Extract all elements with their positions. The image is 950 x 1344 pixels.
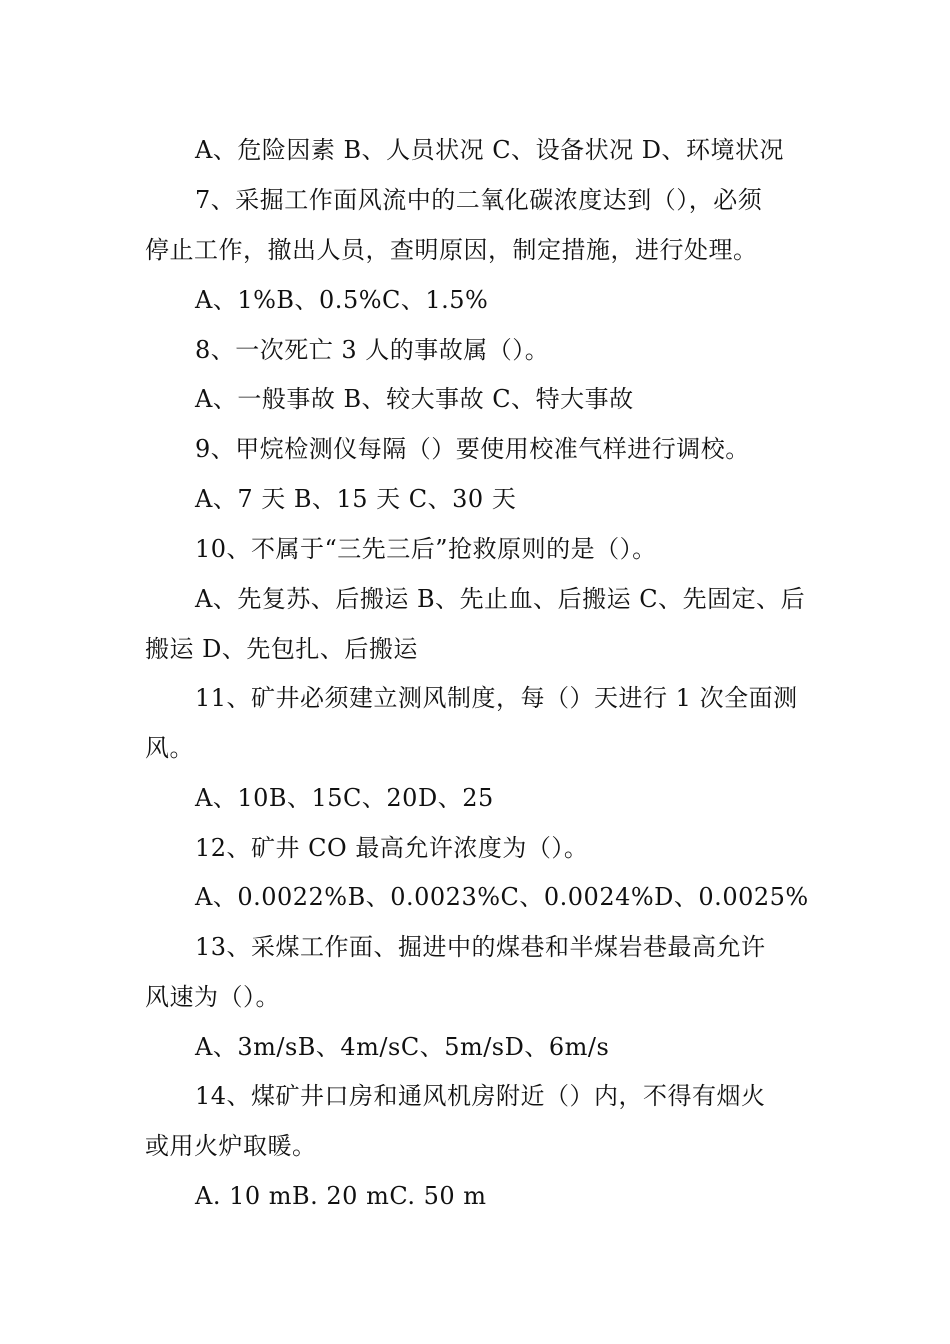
- q7-question-cont: 停止工作，撤出人员，查明原因，制定措施，进行处理。: [145, 236, 758, 264]
- q10-options: A、先复苏、后搬运 B、先止血、后搬运 C、先固定、后: [195, 585, 806, 613]
- q13-question: 13、采煤工作面、掘进中的煤巷和半煤岩巷最高允许: [195, 933, 766, 961]
- q9-question: 9、甲烷检测仪每隔（）要使用校准气样进行调校。: [195, 435, 750, 463]
- q11-question-cont: 风。: [145, 734, 194, 762]
- q10-question: 10、不属于“三先三后”抢救原则的是（）。: [195, 535, 657, 563]
- q11-question: 11、矿井必须建立测风制度，每（）天进行 1 次全面测: [195, 684, 798, 712]
- q8-options: A、一般事故 B、较大事故 C、特大事故: [195, 385, 634, 413]
- q10-options-cont: 搬运 D、先包扎、后搬运: [145, 635, 418, 663]
- q13-options: A、3m/sB、4m/sC、5m/sD、6m/s: [195, 1033, 610, 1061]
- q12-question: 12、矿井 CO 最高允许浓度为（）。: [195, 834, 589, 862]
- q6-options: A、危险因素 B、人员状况 C、设备状况 D、环境状况: [195, 136, 784, 164]
- q11-options: A、10B、15C、20D、25: [195, 784, 494, 812]
- q13-question-cont: 风速为（）。: [145, 983, 280, 1011]
- q12-options: A、0.0022%B、0.0023%C、0.0024%D、0.0025%: [195, 883, 809, 911]
- q7-question: 7、采掘工作面风流中的二氧化碳浓度达到（），必须: [195, 186, 763, 214]
- q14-question-cont: 或用火炉取暖。: [145, 1132, 317, 1160]
- q8-question: 8、一次死亡 3 人的事故属（）。: [195, 336, 550, 364]
- q9-options: A、7 天 B、15 天 C、30 天: [195, 485, 517, 513]
- q14-question: 14、煤矿井口房和通风机房附近（）内，不得有烟火: [195, 1082, 766, 1110]
- q7-options: A、1%B、0.5%C、1.5%: [195, 286, 489, 314]
- q14-options: A. 10 mB. 20 mC. 50 m: [195, 1182, 487, 1210]
